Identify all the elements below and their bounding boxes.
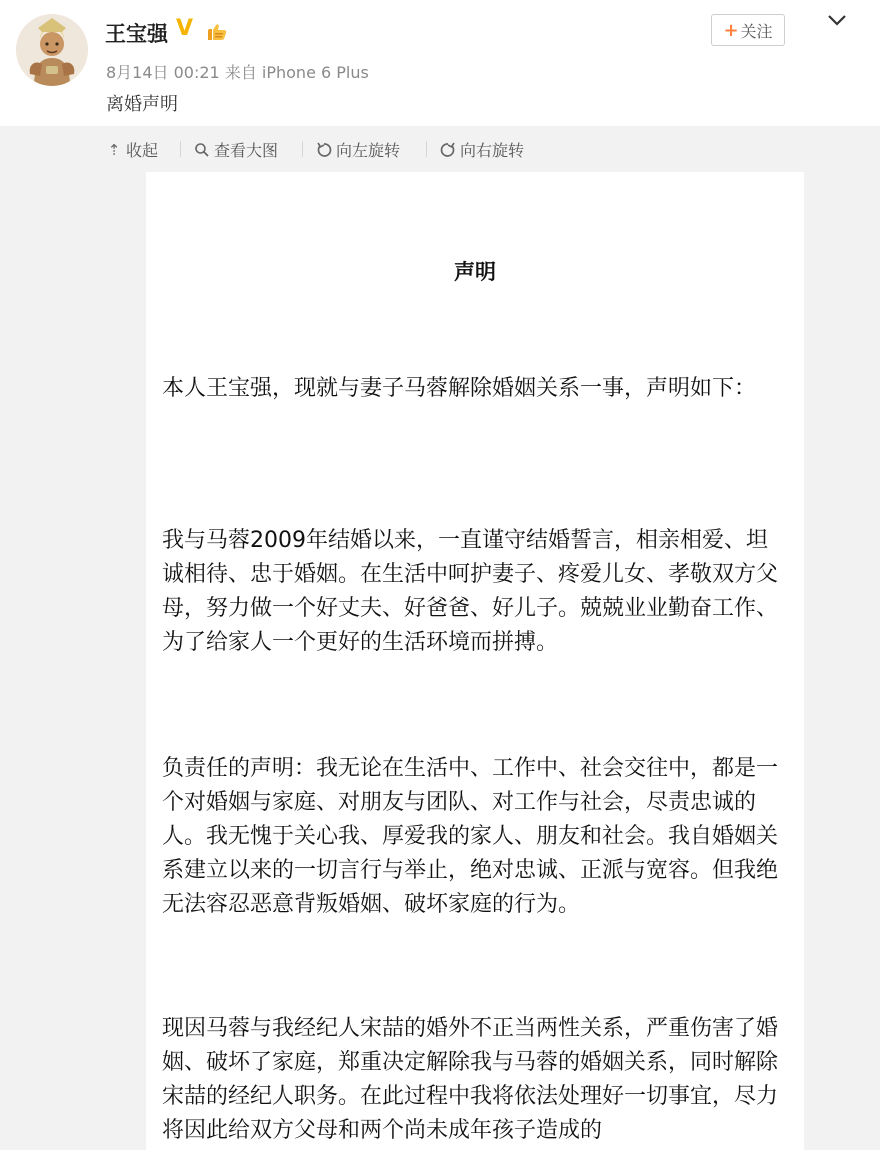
statement-image[interactable] <box>146 172 804 1150</box>
rotate-right-button[interactable] <box>440 138 524 161</box>
divider <box>180 141 181 157</box>
rotate-left-button[interactable] <box>316 138 400 161</box>
vip-hand-icon <box>205 22 229 42</box>
post-meta: 8月14日 00:21 来自 iPhone 6 Plus <box>106 63 369 82</box>
post-header <box>0 0 880 126</box>
document-paragraph: 现因马蓉与我经纪人宋喆的婚外不正当两性关系，严重伤害了婚姻、破坏了家庭，郑重决定解除我与马蓉的婚姻关系，同时解除宋喆的经纪人职务。在此过程中我将依法处理好一切事宜，尽力将因此给双方父母和两个尚未成年孩子造成的 <box>162 1016 779 1143</box>
divider <box>426 141 427 157</box>
image-toolbar <box>0 126 880 172</box>
view-large-button[interactable] <box>194 138 278 161</box>
collapse-button[interactable] <box>106 138 158 161</box>
follow-button[interactable] <box>711 14 785 46</box>
rotate-left-label: 向左旋转 <box>336 141 401 160</box>
post-text: 离婚声明 <box>106 94 178 115</box>
chevron-down-icon[interactable] <box>826 12 848 28</box>
collapse-up-icon: ⇡ <box>107 140 121 159</box>
avatar-image <box>16 14 88 86</box>
document-paragraph: 我与马蓉2009年结婚以来，一直谨守结婚誓言，相亲相爱、坦诚相待、忠于婚姻。在生活中呵护妻子、疼爱儿女、孝敬双方父母，努力做一个好丈夫、好爸爸、好儿子。兢兢业业勤奋工作、为了给家人一个更好的生活环境而拼搏。 <box>162 528 779 655</box>
follow-label: 关注 <box>740 21 773 41</box>
view-large-label: 查看大图 <box>214 141 279 160</box>
magnifier-icon <box>194 142 210 158</box>
username[interactable]: 王宝强 <box>105 22 168 46</box>
collapse-label: 收起 <box>126 141 159 160</box>
divider <box>302 141 303 157</box>
document-title: 声明 <box>454 260 496 284</box>
rotate-right-label: 向右旋转 <box>460 141 525 160</box>
verified-badge-icon: V <box>176 16 194 41</box>
document-paragraph: 负责任的声明：我无论在生活中、工作中、社会交往中，都是一个对婚姻与家庭、对朋友与团队、对工作与社会，尽责忠诚的人。我无愧于关心我、厚爱我的家人、朋友和社会。我自婚姻关系建立以来的一切言行与举止，绝对忠诚、正派与宽容。但我绝无法容忍恶意背叛婚姻、破坏家庭的行为。 <box>162 756 779 917</box>
document-paragraph: 本人王宝强，现就与妻子马蓉解除婚姻关系一事，声明如下： <box>162 376 757 401</box>
avatar[interactable] <box>16 14 88 86</box>
rotate-right-icon <box>440 142 456 158</box>
plus-icon: + <box>723 19 739 41</box>
rotate-left-icon <box>316 142 332 158</box>
